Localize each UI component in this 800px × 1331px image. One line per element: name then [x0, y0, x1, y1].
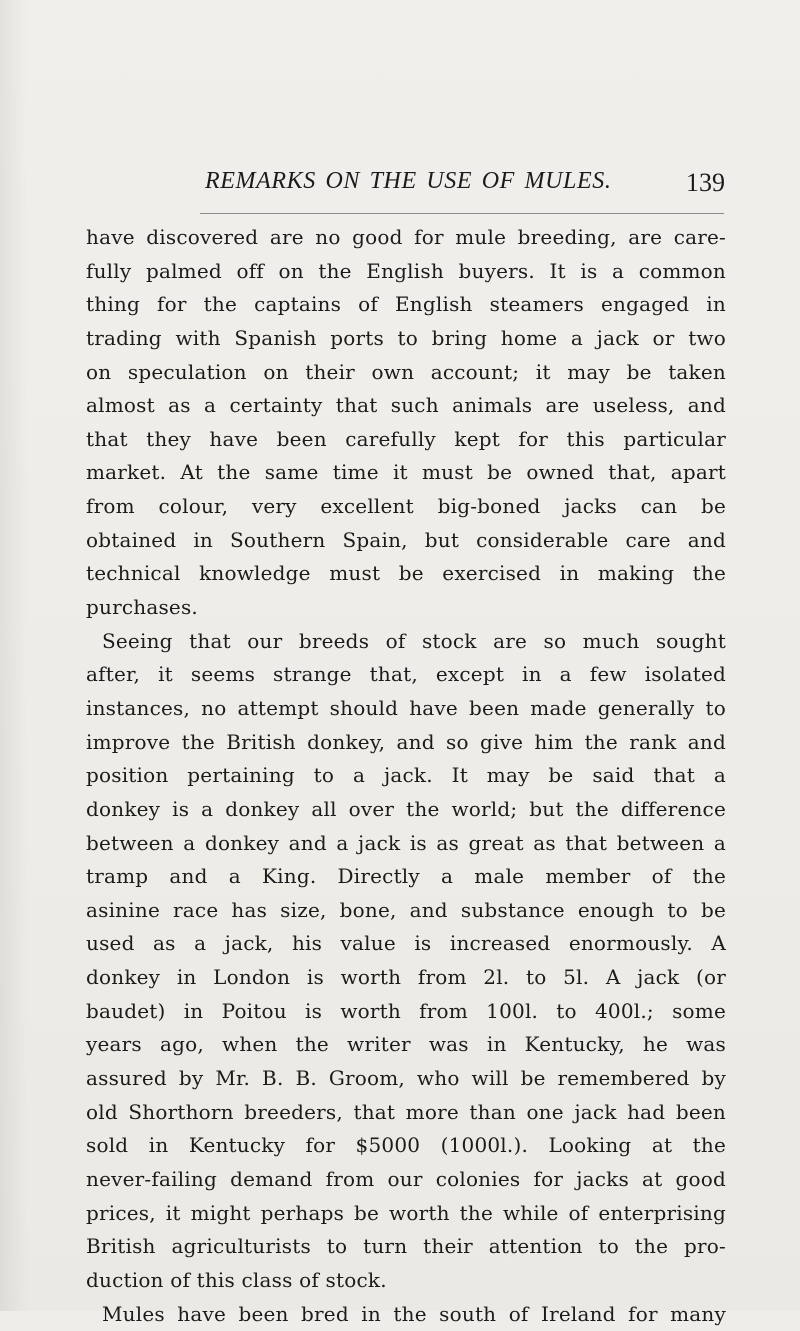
- text-line: years ago, when the writer was in Kentucky, he was: [86, 1028, 726, 1062]
- text-line: prices, it might perhaps be worth the while of enterprising: [86, 1197, 726, 1231]
- text-line: trading with Spanish ports to bring home a jack or two: [86, 322, 726, 356]
- text-line: that they have been carefully kept for this particular: [86, 423, 726, 457]
- header-rule: [200, 213, 724, 214]
- text-line: technical knowledge must be exercised in making the: [86, 557, 726, 591]
- text-line: position pertaining to a jack. It may be said that a: [86, 759, 726, 793]
- text-line: baudet) in Poitou is worth from 100l. to 400l.; some: [86, 995, 726, 1029]
- text-line: assured by Mr. B. B. Groom, who will be remembered by: [86, 1062, 726, 1096]
- text-line: after, it seems strange that, except in a few isolated: [86, 658, 726, 692]
- text-line: donkey in London is worth from 2l. to 5l. A jack (or: [86, 961, 726, 995]
- text-line: donkey is a donkey all over the world; but the difference: [86, 793, 726, 827]
- text-line: thing for the captains of English steamers engaged in: [86, 288, 726, 322]
- body-text: [86, 221, 726, 1331]
- text-line: asinine race has size, bone, and substance enough to be: [86, 894, 726, 928]
- text-line: almost as a certainty that such animals are useless, and: [86, 389, 726, 423]
- text-line: purchases.: [86, 591, 726, 625]
- text-line: market. At the same time it must be owned that, apart: [86, 456, 726, 490]
- text-line: used as a jack, his value is increased enormously. A: [86, 927, 726, 961]
- page-edge-shadow: [0, 0, 28, 1311]
- text-line: sold in Kentucky for $5000 (1000l.). Looking at the: [86, 1129, 726, 1163]
- page-number: 139: [686, 168, 725, 198]
- text-line: fully palmed off on the English buyers. It is a common: [86, 255, 726, 289]
- text-line: improve the British donkey, and so give him the rank and: [86, 726, 726, 760]
- text-line: between a donkey and a jack is as great as that between a: [86, 827, 726, 861]
- text-line: instances, no attempt should have been made generally to: [86, 692, 726, 726]
- text-line: British agriculturists to turn their attention to the pro-: [86, 1230, 726, 1264]
- text-line: old Shorthorn breeders, that more than one jack had been: [86, 1096, 726, 1130]
- paragraph-start-line: Mules have been bred in the south of Ireland for many: [86, 1298, 726, 1331]
- paragraph-start-line: Seeing that our breeds of stock are so much sought: [86, 625, 726, 659]
- text-line: from colour, very excellent big-boned jacks can be: [86, 490, 726, 524]
- text-line: obtained in Southern Spain, but considerable care and: [86, 524, 726, 558]
- text-line: have discovered are no good for mule breeding, are care-: [86, 221, 726, 255]
- text-line: tramp and a King. Directly a male member of the: [86, 860, 726, 894]
- text-line: duction of this class of stock.: [86, 1264, 726, 1298]
- text-line: never-failing demand from our colonies for jacks at good: [86, 1163, 726, 1197]
- page-header: [205, 168, 725, 200]
- text-line: on speculation on their own account; it may be taken: [86, 356, 726, 390]
- running-title: REMARKS ON THE USE OF MULES.: [205, 168, 611, 195]
